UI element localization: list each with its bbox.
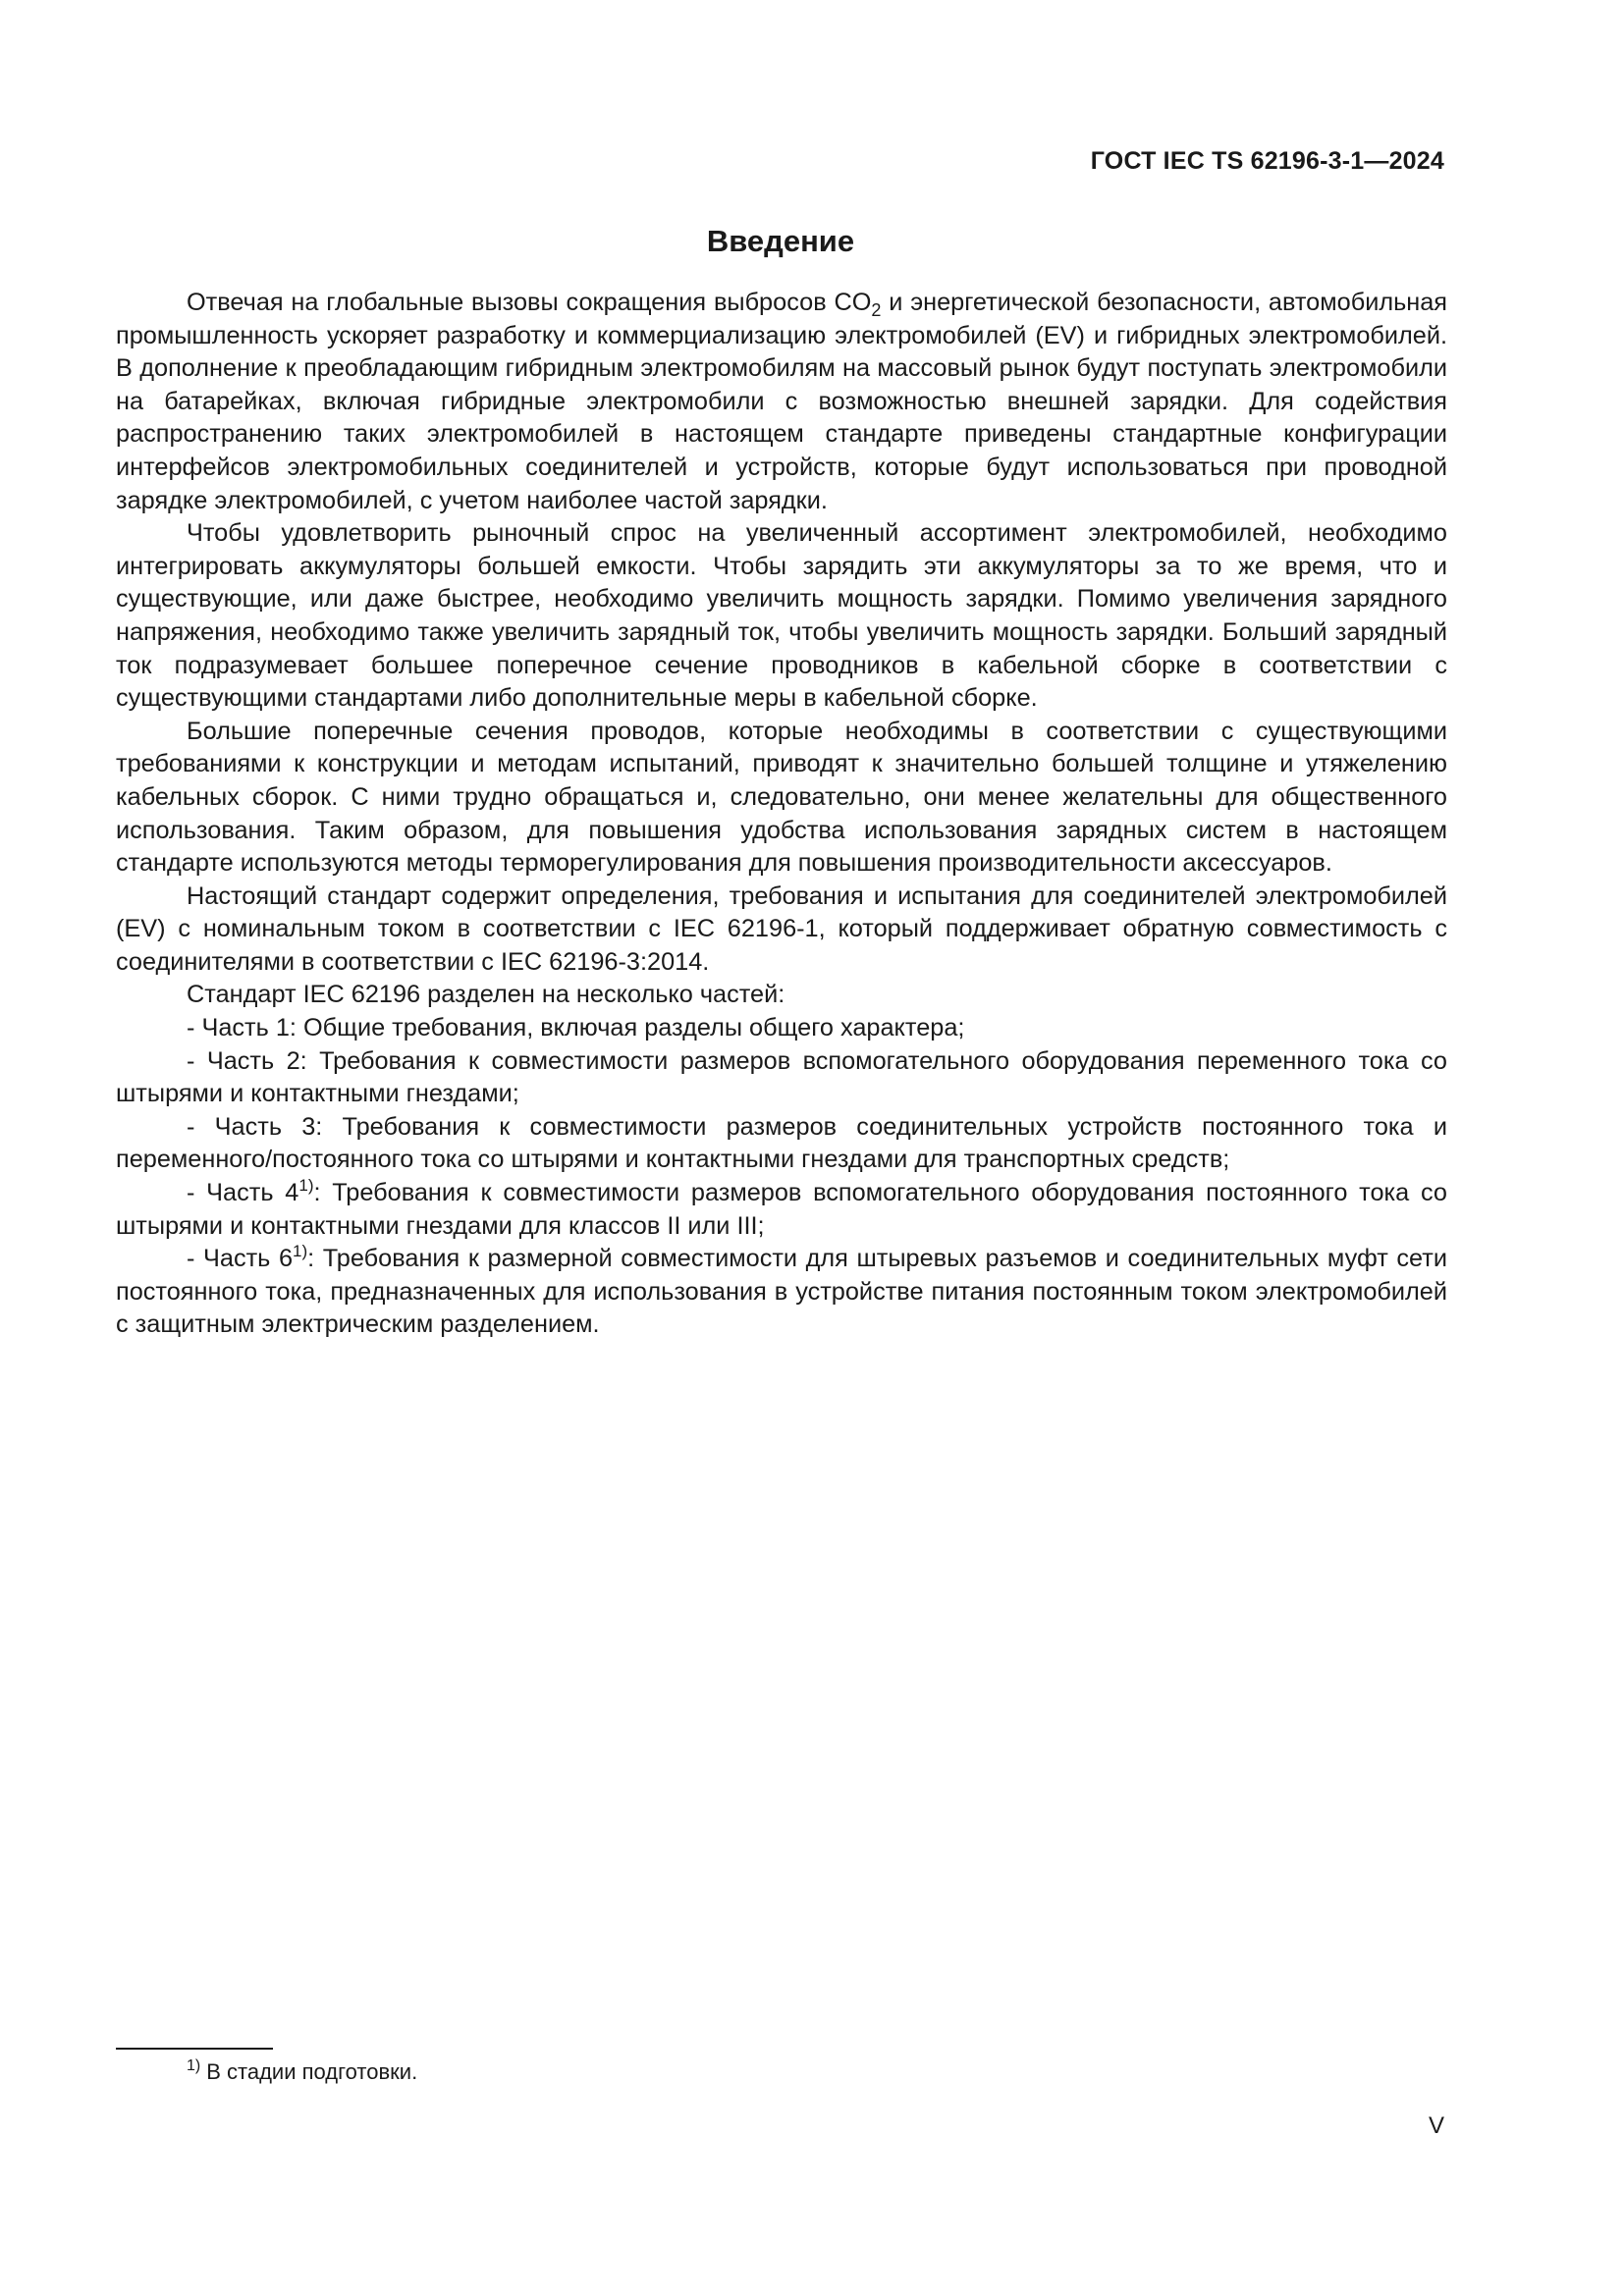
document-code: ГОСТ IEC TS 62196-3-1—2024 bbox=[1090, 147, 1444, 175]
list-item-part-3 bbox=[116, 1111, 1447, 1177]
footnote-marker: 1) bbox=[187, 2057, 201, 2074]
list-item-part-6 bbox=[116, 1243, 1447, 1342]
footnote-separator bbox=[116, 2048, 273, 2050]
list-item-text: : Требования к совместимости размеров вспомогательного оборудования постоянного тока со штырями и контактными гнездами для классов II или III; bbox=[116, 1179, 1447, 1240]
list-item-label: - Часть 4 bbox=[187, 1179, 299, 1207]
list-item-text: : Требования к совместимости размеров соединительных устройств постоянного тока и переменного/постоянного тока со штырями и контактными гнездами для транспортных средств; bbox=[116, 1112, 1447, 1174]
footnote-text: В стадии подготовки. bbox=[206, 2059, 418, 2084]
co2-subscript: 2 bbox=[871, 300, 882, 320]
list-item-label: - Часть 3 bbox=[187, 1112, 316, 1141]
paragraph-1-text-end: и энергетической безопасности, автомобильная промышленность ускоряет разработку и коммерциализацию электромобилей (EV) и гибридных электромобилей. В дополнение к преобладающим гибридным электромобилям на массовый рынок будут поступать электромобили на батарейках, включая гибридные электромобили с возможностью внешней зарядки. Для содействия распространению таких электромобилей в настоящем стандарте приведены стандартные конфигурации интерфейсов электромобильных соединителей и устройств, которые будут использоваться при проводной зарядке электромобилей, с учетом наиболее частой зарядки. bbox=[116, 289, 1448, 514]
paragraph-5: Стандарт IEC 62196 разделен на несколько частей: bbox=[187, 981, 785, 1009]
paragraph-2: Чтобы удовлетворить рыночный спрос на увеличенный ассортимент электромобилей, необходимо интегрировать аккумуляторы большей емкости. Чтобы зарядить эти аккумуляторы за то же время, что и существующие, или даже быстрее, необходимо увеличить мощность зарядки. Помимо увеличения зарядного напряжения, необходимо также увеличить зарядный ток, чтобы увеличить мощность зарядки. Больший зарядный ток подразумевает большее поперечное сечение проводников в кабельной сборке в соответствии с существующими стандартами либо дополнительные меры в кабельной сборке. bbox=[116, 519, 1447, 713]
list-item-text: : Требования к размерной совместимости для штыревых разъемов и соединительных муфт сети постоянного тока, предназначенных для использования в устройстве питания постоянным током электромобилей с защитным электрическим разделением. bbox=[116, 1245, 1447, 1339]
list-item-part-1 bbox=[116, 1012, 1447, 1045]
list-item-part-2 bbox=[116, 1045, 1447, 1111]
list-item-label: - Часть 6 bbox=[187, 1245, 294, 1273]
list-item-label: - Часть 2 bbox=[187, 1046, 300, 1075]
paragraph-4: Настоящий стандарт содержит определения, требования и испытания для соединителей электромобилей (EV) с номинальным током в соответствии с IEC 62196-1, который поддерживает обратную совместимость с соединителями в соответствии с IEC 62196-3:2014. bbox=[116, 881, 1447, 976]
paragraph-3: Большие поперечные сечения проводов, которые необходимы в соответствии с существующими требованиями к конструкции и методам испытаний, приводят к значительно большей толщине и утяжелению кабельных сборок. С ними трудно обращаться и, следовательно, они менее желательны для общественного использования. Таким образом, для повышения удобства использования зарядных систем в настоящем стандарте используются методы терморегулирования для повышения производительности аксессуаров. bbox=[116, 717, 1447, 878]
paragraph-1 bbox=[116, 287, 1447, 517]
list-item-part-4 bbox=[116, 1177, 1447, 1243]
footnote-reference: 1) bbox=[298, 1176, 314, 1196]
list-item-label: - Часть 1 bbox=[187, 1014, 290, 1042]
footnote-reference: 1) bbox=[293, 1242, 308, 1261]
body-text bbox=[116, 287, 1447, 1342]
section-title: Введение bbox=[706, 224, 855, 258]
list-item-text: : Общие требования, включая разделы общего характера; bbox=[289, 1014, 965, 1042]
page-number: V bbox=[1428, 2112, 1444, 2139]
footnote bbox=[187, 2057, 417, 2087]
list-item-text: : Требования к совместимости размеров вспомогательного оборудования переменного тока со штырями и контактными гнездами; bbox=[116, 1046, 1447, 1108]
paragraph-1-text-start: Отвечая на глобальные вызовы сокращения выбросов CO bbox=[187, 289, 872, 316]
